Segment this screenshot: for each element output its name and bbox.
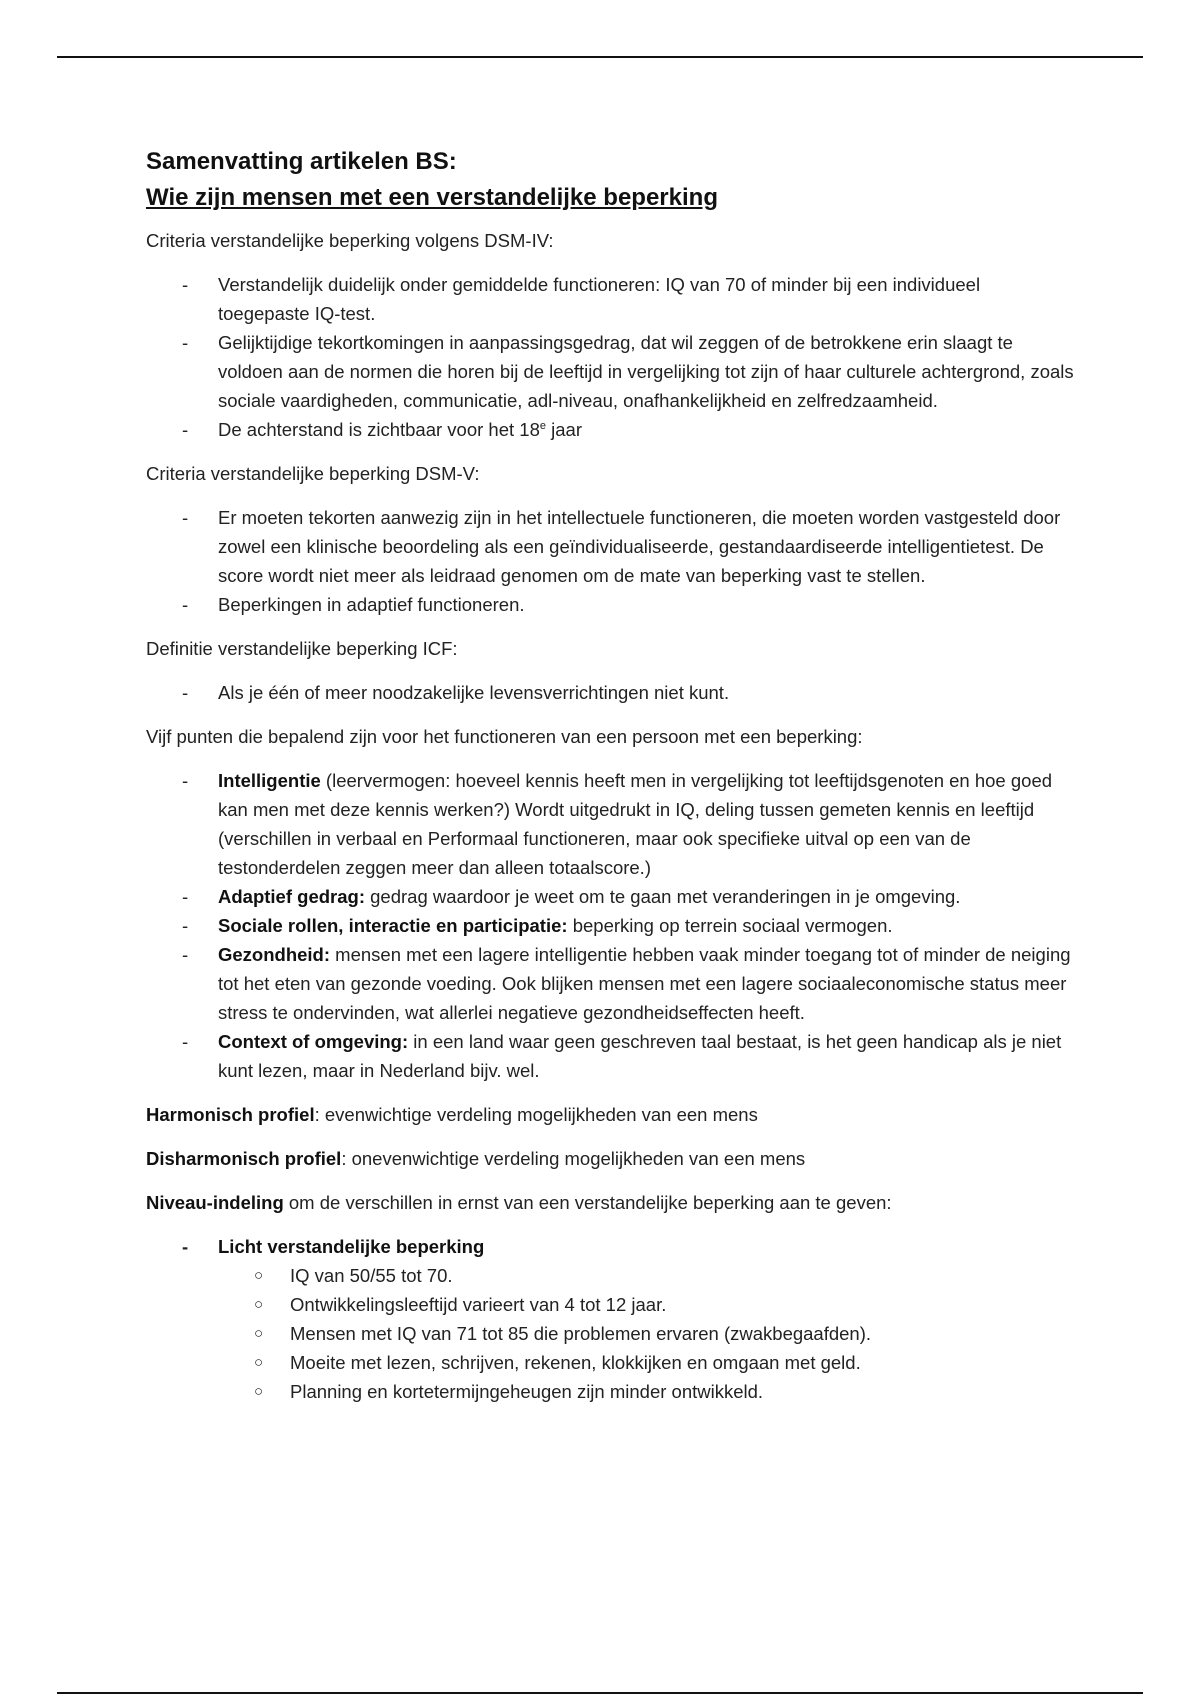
- document-body: [146, 144, 1076, 1421]
- list-item: [146, 1027, 1076, 1085]
- dsm4-list: [146, 270, 1076, 444]
- document-title: Samenvatting artikelen BS:: [146, 148, 457, 175]
- disharmonisch-paragraph: [146, 1144, 1076, 1173]
- term: Disharmonisch profiel: [146, 1148, 342, 1169]
- five-points-list: [146, 766, 1076, 1085]
- niveau-paragraph: [146, 1188, 1076, 1217]
- term-description: beperking op terrein sociaal vermogen.: [567, 915, 893, 936]
- list-item: [146, 766, 1076, 882]
- icf-list: [146, 678, 1076, 707]
- icf-heading: Definitie verstandelijke beperking ICF:: [146, 638, 458, 659]
- list-item: - Beperkingen in adaptief functioneren.: [146, 590, 1076, 619]
- term-description: mensen met een lagere intelligentie hebben vaak minder toegang tot of minder de neiging tot het eten van gezonde voeding. Ook blijken mensen met een lagere sociaaleconomische status meer stress te ondervinden, wat allerlei negatieve gezondheidseffecten heeft.: [218, 944, 1071, 1023]
- sub-list-item: ○ Planning en kortetermijngeheugen zijn minder ontwikkeld.: [290, 1377, 1076, 1406]
- term-description: (leervermogen: hoeveel kennis heeft men in vergelijking tot leeftijdsgenoten en hoe goed kan men met deze kennis werken?) Wordt uitgedrukt in IQ, deling tussen gemeten kennis en leeftijd (verschillen in verbaal en Performaal functioneren, maar ook specifieke uitval op een van de testonderdelen zeggen meer dan alleen totaalscore.): [218, 770, 1053, 878]
- list-item: [146, 882, 1076, 911]
- sub-list-item: ○ IQ van 50/55 tot 70.: [290, 1261, 1076, 1290]
- term-description: : evenwichtige verdeling mogelijkheden van een mens: [314, 1104, 758, 1125]
- term: Harmonisch profiel: [146, 1104, 315, 1125]
- sub-list-item: ○ Moeite met lezen, schrijven, rekenen, klokkijken en omgaan met geld.: [290, 1348, 1076, 1377]
- header-rule: [57, 56, 1143, 58]
- list-item: [146, 940, 1076, 1027]
- list-item: [146, 1232, 1076, 1406]
- dsm5-heading: Criteria verstandelijke beperking DSM-V:: [146, 463, 480, 484]
- term: Niveau-indeling: [146, 1192, 284, 1213]
- footer-rule: [57, 1692, 1143, 1694]
- dsm4-heading: Criteria verstandelijke beperking volgens DSM-IV:: [146, 230, 554, 251]
- item-text: jaar: [546, 419, 582, 440]
- term: Adaptief gedrag:: [218, 886, 365, 907]
- term: Sociale rollen, interactie en participatie:: [218, 915, 568, 936]
- term-description: : onevenwichtige verdeling mogelijkheden van een mens: [341, 1148, 806, 1169]
- niveau-list: [146, 1232, 1076, 1406]
- list-item: [146, 911, 1076, 940]
- term-description: om de verschillen in ernst van een verstandelijke beperking aan te geven:: [283, 1192, 892, 1213]
- ordinal-superscript: e: [539, 419, 546, 432]
- term: Context of omgeving:: [218, 1031, 409, 1052]
- five-points-heading: Vijf punten die bepalend zijn voor het functioneren van een persoon met een beperking:: [146, 726, 863, 747]
- list-item: - Verstandelijk duidelijk onder gemiddelde functioneren: IQ van 70 of minder bij een individueel toegepaste IQ-test.: [146, 270, 1076, 328]
- list-item: [146, 415, 1076, 444]
- level-label: Licht verstandelijke beperking: [218, 1236, 485, 1257]
- sub-list-item: ○ Mensen met IQ van 71 tot 85 die problemen ervaren (zwakbegaafden).: [290, 1319, 1076, 1348]
- dsm5-list: [146, 503, 1076, 619]
- list-item: - Als je één of meer noodzakelijke levensverrichtingen niet kunt.: [146, 678, 1076, 707]
- term-description: gedrag waardoor je weet om te gaan met veranderingen in je omgeving.: [364, 886, 961, 907]
- harmonisch-paragraph: [146, 1100, 1076, 1129]
- term: Gezondheid:: [218, 944, 331, 965]
- sub-list-item: ○ Ontwikkelingsleeftijd varieert van 4 tot 12 jaar.: [290, 1290, 1076, 1319]
- document-subtitle: Wie zijn mensen met een verstandelijke beperking: [146, 184, 718, 211]
- licht-sublist: [146, 1261, 1076, 1406]
- list-item: - Er moeten tekorten aanwezig zijn in het intellectuele functioneren, die moeten worden vastgesteld door zowel een klinische beoordeling als een geïndividualiseerde, gestandaardiseerde intelligentietest. De score wordt niet meer als leidraad genomen om de mate van beperking vast te stellen.: [146, 503, 1076, 590]
- term-description: in een land waar geen geschreven taal bestaat, is het geen handicap als je niet kunt lezen, maar in Nederland bijv. wel.: [218, 1031, 1062, 1081]
- term: Intelligentie: [218, 770, 321, 791]
- list-item: - Gelijktijdige tekortkomingen in aanpassingsgedrag, dat wil zeggen of de betrokkene erin slaagt te voldoen aan de normen die horen bij de leeftijd in vergelijking tot zijn of haar culturele achtergrond, zoals sociale vaardigheden, communicatie, adl-niveau, onafhankelijkheid en zelfredzaamheid.: [146, 328, 1076, 415]
- item-text: De achterstand is zichtbaar voor het 18: [218, 419, 540, 440]
